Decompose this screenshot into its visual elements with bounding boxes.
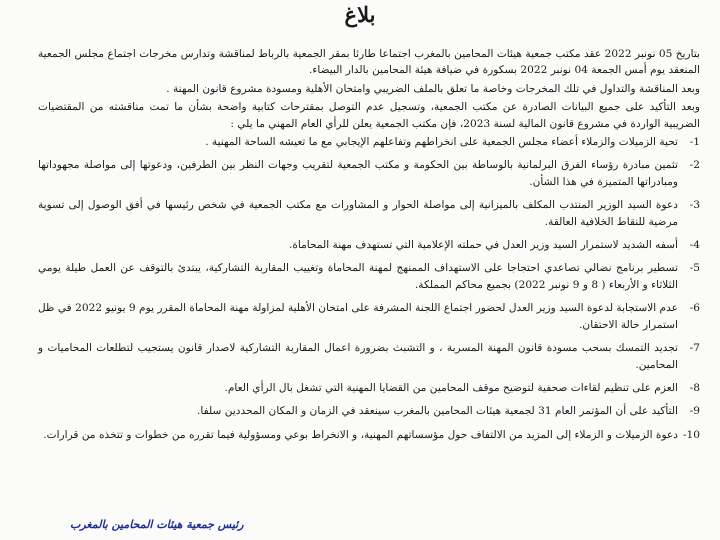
resolution-list [38, 134, 700, 443]
intro-paragraph: وبعد المناقشة والتداول في تلك المخرجات وخاصة ما تعلق بالملف الضريبي وامتحان الأهلية ومسودة مشروع قانون المهنة . [166, 82, 700, 95]
list-item [38, 260, 700, 293]
item-number: 3- [689, 199, 700, 212]
item-number: 6- [689, 302, 700, 315]
item-text: عدم الاستجابة لدعوة السيد وزير العدل لحضور اجتماع اللجنة المشرفة على امتحان الأهلية لمزاولة مهنة المحاماة المقرر يوم 9 يونيو 2022 في ظل استمرار حالة الاحتقان. [38, 302, 678, 331]
item-number: 7- [689, 342, 700, 355]
item-number: 5- [689, 262, 700, 275]
document-body [38, 46, 700, 450]
item-text: تثمين مبادرة رؤساء الفرق البرلمانية بالوساطة بين الحكومة و مكتب الجمعية لتقريب وجهات النظر بين الطرفين، ودعوتها إلى مواصلة مجهوداتها ومبادراتها المتميزة في هذا الشأن. [38, 159, 678, 188]
item-number: 10- [682, 428, 700, 441]
item-text: دعوة السيد الوزير المنتدب المكلف بالميزانية إلى مواصلة الحوار و المشاورات مع مكتب الجمعية في شخص رئيسها في أفق الوصول إلى تسوية مرضية للنقاط الخلافية العالقة. [38, 199, 678, 228]
list-item [38, 237, 700, 253]
list-item [38, 380, 700, 396]
intro-section [38, 46, 700, 132]
document-title: بلاغ [344, 2, 376, 27]
list-item [38, 157, 700, 190]
item-text: تحية الزميلات والزملاء أعضاء مجلس الجمعية على انخراطهم وتفاعلهم الإيجابي مع ما تعيشه الساحة المهنية . [205, 136, 678, 149]
list-item [38, 197, 700, 230]
item-text: تجديد التمسك بسحب مسودة قانون المهنة المسربة ، و التشبث بضرورة اعمال المقاربة التشاركية لاصدار قانون يستجيب لتطلعات المحاميات و المحامين. [38, 342, 678, 371]
list-item [38, 403, 700, 419]
item-text: دعوة الزميلات و الزملاء إلى المزيد من الالتفاف حول مؤسساتهم المهنية، و الانخراط بوعي ومسؤولية فيما تقرره من خطوات و تتخذه من قرارات. [43, 428, 678, 441]
item-text: التأكيد على أن المؤتمر العام 31 لجمعية هيئات المحامين بالمغرب سينعقد في الزمان و المكان المحددين سلفا. [197, 405, 678, 418]
list-item [38, 340, 700, 373]
item-number: 9- [689, 405, 700, 418]
intro-paragraph: وبعد التأكيد على جميع البيانات الصادرة عن مكتب الجمعية، وتسجيل عدم التوصل بمقترحات كتابية واضحة بشأن ما تمت مناقشته من المقتضيات الضريبية الواردة في مشروع قانون المالية لسنة 2023، فإن مكتب الجمعية يعلن للرأي العام المهني ما يلي : [38, 101, 700, 130]
intro-paragraph: بتاريخ 05 نونبر 2022 عقد مكتب جمعية هيئات المحامين بالمغرب اجتماعا طارئا بمقر الجمعية بالرباط لمناقشة وتدارس مخرجات اجتماع مجلس الجمعية المنعقد يوم أمس الجمعة 04 نونبر 2022 بسكورة في ضيافة هيئة المحامين بالدار البيضاء. [38, 48, 700, 77]
signature: رئيس جمعية هيئات المحامين بالمغرب [70, 518, 244, 531]
item-text: العزم على تنظيم لقاءات صحفية لتوضيح موقف المحامين من القضايا المهنية التي تشغل بال الرأي العام. [224, 381, 678, 394]
list-item [38, 300, 700, 333]
list-item [38, 134, 700, 150]
item-text: تسطير برنامج نضالي تصاعدي احتجاجا على الاستهداف الممنهج لمهنة المحاماة وتغييب المقاربة التشاركية، يبتدئ بالتوقف عن العمل طيلة يومي الثلاثاء و الأربعاء ( 8 و 9 نونبر 2022) بجميع محاكم المملكة. [38, 262, 678, 291]
list-item [38, 427, 700, 443]
item-text: أسفه الشديد لاستمرار السيد وزير العدل في حملته الإعلامية التي تستهدف مهنة المحاماة. [288, 239, 678, 252]
item-number: 1- [689, 136, 700, 149]
item-number: 2- [689, 159, 700, 172]
item-number: 8- [689, 381, 700, 394]
item-number: 4- [689, 239, 700, 252]
